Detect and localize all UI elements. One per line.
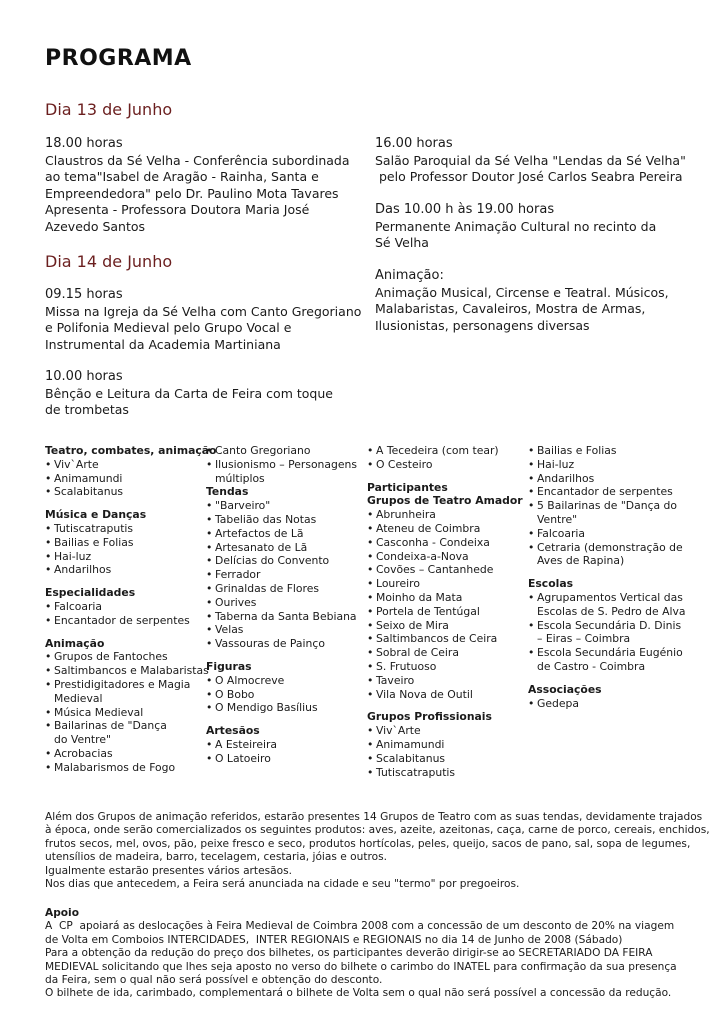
paragraph-line: Nos dias que antecedem, a Feira será anunciada na cidade e seu "termo" por pregoeiros. xyxy=(45,878,520,891)
list-item: • Artefactos de Lã xyxy=(206,527,364,541)
list-item: • Abrunheira xyxy=(367,508,525,522)
list-item: • Velas xyxy=(206,623,364,637)
paragraph-line: de Volta em Comboios INTERCIDADES, INTER REGIONAIS e REGIONAIS no dia 14 de Junho de 2008 (Sábado) xyxy=(45,933,623,946)
section-heading: Teatro, combates, animação xyxy=(45,444,217,457)
list-item: • Ourives xyxy=(206,596,364,610)
event-text-line: Bênção e Leitura da Carta de Feira com toque xyxy=(45,385,333,401)
section-heading: Figuras xyxy=(206,659,252,673)
list-column-4 xyxy=(528,444,688,710)
event-text-line: Ilusionistas, personagens diversas xyxy=(375,317,590,333)
list-item: • Gedepa xyxy=(528,697,688,711)
list-item: • Escola Secundária D. Dinis xyxy=(528,619,688,633)
event-text-line: Claustros da Sé Velha - Conferência subordinada xyxy=(45,152,350,168)
list-column-3 xyxy=(367,444,525,779)
event-text-line: e Polifonia Medieval pelo Grupo Vocal e xyxy=(45,320,292,335)
list-item: • Sobral de Ceira xyxy=(367,646,525,660)
event-time: 16.00 horas xyxy=(375,136,453,151)
list-item-continuation: de Castro - Coimbra xyxy=(537,659,646,673)
event-text-line: Apresenta - Professora Doutora Maria José xyxy=(45,202,310,217)
page-title: PROGRAMA xyxy=(45,46,192,71)
day13-event-animacao xyxy=(375,268,669,334)
list-column-1 xyxy=(45,444,217,775)
list-item: • Vila Nova de Outil xyxy=(367,688,525,702)
event-text-line: Empreendedora" pelo Dr. Paulino Mota Tavares xyxy=(45,185,339,201)
event-text-line: ao tema"Isabel de Aragão - Rainha, Santa e xyxy=(45,169,319,184)
list-item: • Andarilhos xyxy=(528,472,688,486)
event-text-line: Permanente Animação Cultural no recinto da xyxy=(375,218,657,234)
list-item-continuation: Escolas de S. Pedro de Alva xyxy=(537,604,686,618)
list-item: • "Barveiro" xyxy=(206,499,364,513)
list-item: • 5 Bailarinas de "Dança do xyxy=(528,499,688,513)
list-item: • Encantador de serpentes xyxy=(45,614,205,628)
list-item: • Tabelião das Notas xyxy=(206,513,364,527)
list-item: • Covões – Cantanhede xyxy=(367,563,525,577)
list-item: • A Esteireira xyxy=(206,738,364,752)
event-text-line: Salão Paroquial da Sé Velha "Lendas da Sé Velha" xyxy=(375,152,686,168)
list-item: • Ferrador xyxy=(206,568,364,582)
list-item: • Prestidigitadores e Magia xyxy=(45,678,205,692)
list-item: • Condeixa-a-Nova xyxy=(367,550,525,564)
list-item: • Hai-luz xyxy=(45,550,205,564)
list-item: • Vassouras de Painço xyxy=(206,637,364,651)
list-item: • Animamundi xyxy=(45,472,205,486)
list-column-2 xyxy=(206,444,364,766)
event-text-line: Sé Velha xyxy=(375,235,429,250)
day14-heading: Dia 14 de Junho xyxy=(45,252,173,271)
list-item: • S. Frutuoso xyxy=(367,660,525,674)
event-text-line: Missa na Igreja da Sé Velha com Canto Gregoriano xyxy=(45,303,362,319)
apoio-heading: Apoio xyxy=(45,907,79,919)
list-item: • O Bobo xyxy=(206,688,364,702)
section-heading: Tendas xyxy=(206,485,249,499)
list-item: • Tutiscatraputis xyxy=(45,522,205,536)
list-item: • Acrobacias xyxy=(45,747,205,761)
event-time: Animação: xyxy=(375,268,444,283)
day13-event-lendas xyxy=(375,136,686,186)
paragraph-line: utensílios de madeira, barro, tecelagem, cestaria, jóias e outros. xyxy=(45,851,387,864)
list-item-continuation: – Eiras – Coimbra xyxy=(537,632,631,646)
event-text-line: de trombetas xyxy=(45,402,129,417)
list-item: • Agrupamentos Vertical das xyxy=(528,591,688,605)
section-heading: Especialidades xyxy=(45,586,136,600)
list-item: • Loureiro xyxy=(367,577,525,591)
paragraph-line: Igualmente estarão presentes vários artesãos. xyxy=(45,864,292,877)
list-item-continuation: múltiplos xyxy=(215,471,265,485)
list-item: • Saltimbancos de Ceira xyxy=(367,632,525,646)
paragraph-line: MEDIEVAL solicitando que lhes seja aposto no verso do bilhete o carimbo do INATEL para confirmação da sua presença xyxy=(45,960,677,973)
list-item: • Falcoaria xyxy=(45,600,205,614)
list-item: • Malabarismos de Fogo xyxy=(45,761,205,775)
list-item: • Bailias e Folias xyxy=(528,444,688,458)
list-item: • Falcoaria xyxy=(528,527,688,541)
list-item: • Cetraria (demonstração de xyxy=(528,541,688,555)
list-item-continuation: Ventre" xyxy=(537,512,578,526)
list-item: • Moinho da Mata xyxy=(367,591,525,605)
paragraph-line: frutos secos, mel, ovos, pão, peixe fresco e seco, produtos hortícolas, peles, queijo, sacos de pano, sal, sopa de legumes, xyxy=(45,837,691,850)
event-time: 18.00 horas xyxy=(45,136,123,151)
list-item: • Delícias do Convento xyxy=(206,554,364,568)
event-time: Das 10.00 h às 19.00 horas xyxy=(375,202,555,217)
list-item: • Grupos de Fantoches xyxy=(45,650,205,664)
list-item: • Andarilhos xyxy=(45,563,205,577)
list-item: • Encantador de serpentes xyxy=(528,485,688,499)
paragraph-line: O bilhete de ida, carimbado, complementará o bilhete de Volta sem o qual não será possível a concessão da redução. xyxy=(45,987,672,1000)
list-item: • Música Medieval xyxy=(45,706,205,720)
apoio-section xyxy=(45,907,677,1001)
event-time: 09.15 horas xyxy=(45,287,123,302)
list-item: • Casconha - Condeixa xyxy=(367,536,525,550)
list-item: • Hai-luz xyxy=(528,458,688,472)
list-item: • Taveiro xyxy=(367,674,525,688)
section-subheading: Grupos de Teatro Amador xyxy=(367,494,523,508)
list-item: • Taberna da Santa Bebiana xyxy=(206,610,364,624)
event-time: 10.00 horas xyxy=(45,369,123,384)
section-heading: Participantes xyxy=(367,480,448,494)
products-paragraph xyxy=(45,811,710,891)
list-item: • A Tecedeira (com tear) xyxy=(367,444,525,458)
list-item: • Escola Secundária Eugénio xyxy=(528,646,688,660)
list-item: • Viv`Arte xyxy=(367,724,525,738)
paragraph-line: A CP apoiará as deslocações à Feira Medieval de Coimbra 2008 com a concessão de um desconto de 20% na viagem xyxy=(45,920,675,933)
list-item: • Grinaldas de Flores xyxy=(206,582,364,596)
list-item: • O Mendigo Basílius xyxy=(206,701,364,715)
day14-event-bencao xyxy=(45,369,333,419)
paragraph-line: à época, onde serão comercializados os seguintes produtos: aves, azeite, azeitonas, caça, carne de porco, cereais, enchidos, xyxy=(45,824,710,837)
section-heading: Artesãos xyxy=(206,724,260,738)
list-item: • Canto Gregoriano xyxy=(206,444,364,458)
list-item: • Animamundi xyxy=(367,738,525,752)
day13-event-conference xyxy=(45,136,350,235)
day13-event-animacao-permanente xyxy=(375,202,656,252)
list-item: • O Almocreve xyxy=(206,674,364,688)
list-item: • O Cesteiro xyxy=(367,458,525,472)
paragraph-line: Além dos Grupos de animação referidos, estarão presentes 14 Grupos de Teatro com as suas tendas, devidamente trajados xyxy=(45,811,703,823)
day13-heading: Dia 13 de Junho xyxy=(45,100,173,119)
list-item: • Scalabitanus xyxy=(45,485,205,499)
event-text-line: Azevedo Santos xyxy=(45,218,146,234)
section-heading: Grupos Profissionais xyxy=(367,710,492,724)
event-text-line: pelo Professor Doutor José Carlos Seabra Pereira xyxy=(375,169,683,184)
section-heading: Associações xyxy=(528,682,602,696)
list-item-continuation: do Ventre" xyxy=(54,733,111,747)
list-item-continuation: Medieval xyxy=(54,691,103,705)
list-item: • Tutiscatraputis xyxy=(367,766,525,780)
list-item: • Saltimbancos e Malabaristas xyxy=(45,664,205,678)
list-item: • Bailias e Folias xyxy=(45,536,205,550)
event-text-line: Instrumental da Academia Martiniana xyxy=(45,336,281,352)
list-item: • O Latoeiro xyxy=(206,752,364,766)
event-text-line: Animação Musical, Circense e Teatral. Músicos, xyxy=(375,284,669,300)
event-text-line: Malabaristas, Cavaleiros, Mostra de Armas, xyxy=(375,301,646,316)
list-item: • Seixo de Mira xyxy=(367,619,525,633)
list-item: • Artesanato de Lã xyxy=(206,541,364,555)
section-heading: Música e Danças xyxy=(45,508,147,522)
list-item: • Viv`Arte xyxy=(45,458,205,472)
section-heading: Escolas xyxy=(528,577,574,591)
list-item: • Scalabitanus xyxy=(367,752,525,766)
list-item: • Bailarinas de "Dança xyxy=(45,719,205,733)
section-heading: Animação xyxy=(45,636,105,650)
paragraph-line: da Feira, sem o qual não será possível e obtenção do desconto. xyxy=(45,974,383,987)
list-item: • Ateneu de Coimbra xyxy=(367,522,525,536)
paragraph-line: Para a obtenção da redução do preço dos bilhetes, os participantes deverão dirigir-se ao SECRETARIADO DA FEIRA xyxy=(45,947,653,960)
list-item: • Portela de Tentúgal xyxy=(367,605,525,619)
list-item: • Ilusionismo – Personagens xyxy=(206,458,364,472)
list-item-continuation: Aves de Rapina) xyxy=(537,554,625,568)
day14-event-missa xyxy=(45,287,361,353)
